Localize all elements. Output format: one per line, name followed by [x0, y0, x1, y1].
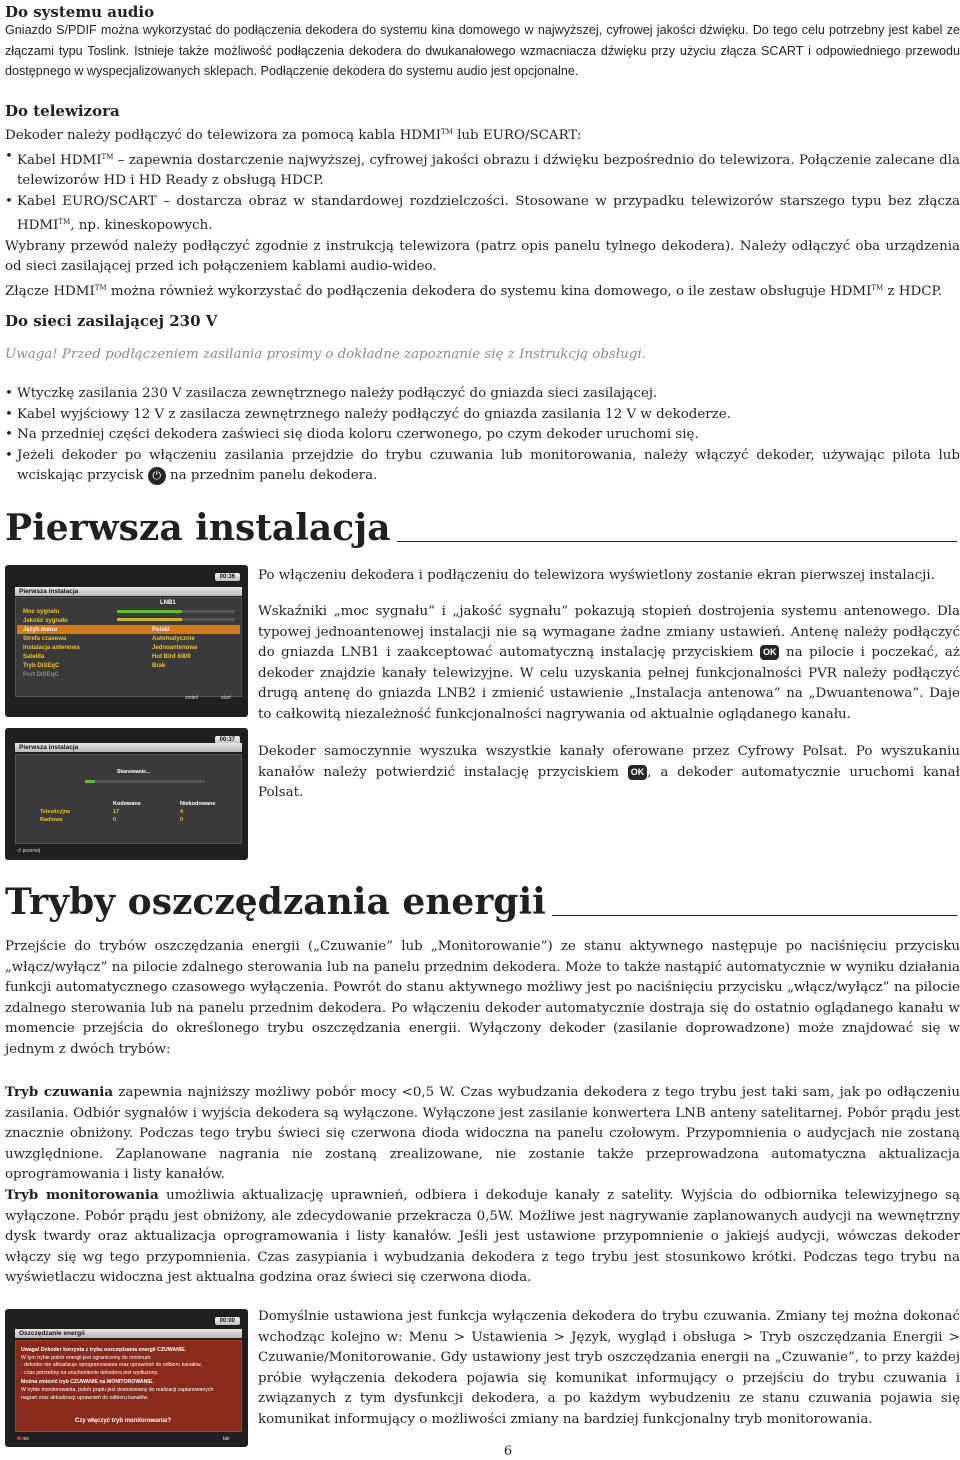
scan-progress-track: [85, 780, 205, 783]
tv-cable-list: [5, 147, 960, 237]
power-warning: Uwaga! Przed podłączeniem zasilania prosimy o dokładne zapoznanie się z Instrukcją obsługi.: [5, 347, 646, 362]
page-number: 6: [503, 1444, 513, 1459]
signal-strength-bar: [117, 610, 182, 613]
warning-message: [21, 1347, 239, 1402]
count-value: 0: [180, 817, 184, 823]
setting-label: Port DiSEqC: [23, 672, 59, 678]
title-rule: [397, 541, 957, 542]
monitor-label: Tryb monitorowania: [5, 1187, 159, 1203]
column-header: Niekodowane: [180, 801, 216, 807]
dialog-line: W trybie monitorowania, pobór prądu jest dostosowany do realizacji zaplanowanych: [21, 1386, 214, 1393]
setting-value[interactable]: Brak: [152, 663, 166, 669]
clock-display: 00:00: [215, 1317, 240, 1325]
ok-button-icon: OK: [628, 765, 648, 780]
list-item: • Kabel HDMI™ – zapewnia dostarczenie najwyższej, cyfrowej jakości obrazu i dźwięku bezpośrednio do telewizora. Połączenie zalecane dla telewizorów HD i HD Ready z obsługą HDCP.: [5, 147, 960, 192]
tv-intro: Dekoder należy podłączyć do telewizora za pomocą kabla HDMI™ lub EURO/SCART:: [5, 128, 582, 143]
dialog-line: - dekoder nie aktualizuje oprogramowania oraz uprawnień do odbioru kanałów,: [21, 1362, 202, 1369]
dialog-line: Uwaga! Dekoder korzysta z trybu oszczędzania energii CZUWANIE.: [21, 1347, 187, 1353]
setting-label[interactable]: Język menu: [23, 627, 58, 633]
power-button-icon: ⏻: [148, 467, 166, 485]
dialog-line: W tym trybie pobór energii jest ograniczony do minimum:: [21, 1354, 152, 1361]
screen-header: Oszczędzanie energii: [15, 1329, 242, 1338]
section-heading-audio: Do systemu audio: [5, 3, 155, 21]
yes-button[interactable]: tak: [223, 1436, 230, 1442]
tv-paragraph-2: Wybrany przewód należy podłączyć zgodnie z instrukcją telewizora (patrz opis panelu tylnego dekodera). Należy odłączyć oba urządzenia od sieci zasilającej przed ich połączeniem kablami audio-wideo.: [5, 238, 960, 274]
clock-display: 00:36: [215, 573, 240, 581]
list-item: • Wtyczkę zasilania 230 V zasilacza zewnętrznego należy podłączyć do gniazda sieci zasilającej.: [5, 384, 960, 405]
setting-value[interactable]: Jednoantenowa: [152, 645, 198, 651]
setting-label: Jakość sygnału: [23, 618, 68, 624]
power-steps-list: [5, 384, 960, 487]
install-title: Pierwsza instalacja: [5, 508, 957, 548]
title-rule: [552, 915, 957, 916]
standby-paragraph: Tryb czuwania zapewnia najniższy możliwy pobór mocy <0,5 W. Czas wybudzania dekodera z tego trybu jest taki sam, jak po odłączeniu zasilania. Odbiór sygnałów i wyjścia dekodera są wyłączone. Wyłączone jest zasilanie konwertera LNB anteny satelitarnej. Pobór prądu jest znacznie obniżony. Podczas tego trybu świeci się czerwona dioda widoczna na panelu czołowym. Przypomnienia o audycjach nie zostaną uwzględnione. Zaplanowane nagrania nie zostaną zrealizowane, nie zostanie także przeprowadzona automatyczna aktualizacja oprogramowania i listy kanałów.: [5, 1084, 960, 1182]
back-icon: ↺: [17, 848, 22, 854]
change-hint: zmień: [185, 695, 199, 701]
screen-header: Pierwsza instalacja: [15, 587, 242, 596]
standby-label: Tryb czuwania: [5, 1084, 114, 1100]
row-label: Radiowe: [40, 817, 63, 823]
scan-status: Skanowanie...: [117, 769, 151, 775]
row-label: Telewizyjne: [40, 809, 71, 815]
setting-value[interactable]: Polski: [152, 627, 170, 633]
abort-hint: ↺ przerwij: [17, 848, 40, 854]
start-hint: start: [221, 695, 231, 701]
signal-strength-track: [117, 610, 235, 613]
energy-paragraph-1: Przejście do trybów oszczędzania energii („Czuwanie” lub „Monitorowanie”) ze stanu aktywnego następuje po naciśnięciu przycisku „włącz/wyłącz” na pilocie zdalnego sterowania lub na panelu przednim dekodera. Może to także nastąpić automatycznie w wyniku działania funkcji automatycznego czasowego wyłączenia. Powrót do stanu aktywnego możliwy jest po naciśnięciu przycisku „włącz/wyłącz” na pilocie zdalnego sterowania lub na panelu przednim dekodera. Po włączeniu dekoder automatycznie dostraja się do ostatnio oglądanego kanału w momencie przejścia do określonego trybu oszczędzania energii. Wyłączony dekoder (zasilanie doprowadzone) może znajdować się w jednym z dwóch trybów:: [5, 939, 960, 1057]
dialog-question: Czy włączyć tryb monitorowania?: [75, 1418, 172, 1424]
lnb-label: LNB1: [160, 600, 176, 606]
setting-label[interactable]: Satelita: [23, 654, 45, 660]
tv-paragraph-3: Złącze HDMI™ można również wykorzystać do podłączenia dekodera do systemu kina domowego, o ile zestaw obsługuje HDMI™ z HDCP.: [5, 283, 943, 299]
scan-progress-bar: [85, 780, 95, 783]
setting-value[interactable]: Automatycznie: [152, 636, 195, 642]
install-paragraph-3: Dekoder samoczynnie wyszuka wszystkie kanały oferowane przez Cyfrowy Polsat. Po wyszukaniu kanałów należy potwierdzić instalację przyciskiem OK , a dekoder automatycznie uruchomi kanał Polsat.: [258, 744, 960, 800]
no-button[interactable]: nie: [17, 1436, 29, 1442]
section-heading-tv: Do telewizora: [5, 102, 120, 120]
setting-label[interactable]: Tryb DiSEqC: [23, 663, 60, 669]
channel-scan-screenshot: [5, 728, 248, 860]
list-item: • Jeżeli dekoder po włączeniu zasilania przejdzie do trybu czuwania lub monitorowania, należy włączyć dekoder, używając pilota lub wciskając przycisk ⏻ na przednim panelu dekodera.: [5, 446, 960, 487]
setting-label: Moc sygnału: [23, 609, 60, 615]
setting-label[interactable]: Instalacja antenowa: [23, 645, 80, 651]
signal-quality-bar: [117, 618, 182, 621]
list-item: • Kabel EURO/SCART – dostarcza obraz w standardowej rozdzielczości. Stosowane w przypadku telewizorów starszego typu bez złącza HDMI™, np. kineskopowych.: [5, 192, 960, 237]
red-key-icon: [17, 1436, 21, 1440]
clock-display: 00:37: [215, 736, 240, 744]
screen-header: Pierwsza instalacja: [15, 743, 242, 752]
ok-button-icon: OK: [760, 645, 780, 660]
dialog-line: nagrań oraz aktualizacji uprawnień do odbioru kanałów.: [21, 1394, 149, 1401]
energy-default-paragraph: Domyślnie ustawiona jest funkcja wyłączenia dekodera do trybu czuwania. Zmiany tej można dokonać wchodząc kolejno w: Menu > Ustawienia > Język, wygląd i obsługa > Tryb oszczędzania Energii > Czuwanie/Monitorowanie. Gdy ustawiony jest tryb oszczędzania energii na „Czuwanie”, to przy każdej próbie wyłączenia dekodera pojawia się komunikat informujący o przejściu do trybu czuwania i związanych z tym dysfunkcji dekodera, a po każdym wybudzeniu ze stanu czuwania pojawia się komunikat informujący o możliwości zmiany na bardziej funkcjonalny tryb monitorowania.: [258, 1309, 960, 1427]
column-header: Kodowane: [113, 801, 141, 807]
energy-saving-screenshot: [5, 1309, 248, 1447]
first-install-screenshot: [5, 565, 248, 717]
tv-section: [5, 122, 960, 302]
install-paragraph-1: Po włączeniu dekodera i podłączeniu do telewizora wyświetlony zostanie ekran pierwszej instalacji.: [258, 568, 935, 583]
list-item: • Na przedniej części dekodera zaświeci się dioda koloru czerwonego, po czym dekoder uruchomi się.: [5, 425, 960, 446]
count-value: 0: [113, 817, 117, 823]
dialog-line: - czas potrzebny na uruchomienie dekodera jest wydłużony.: [21, 1369, 159, 1376]
setting-label[interactable]: Strefa czasowa: [23, 636, 67, 642]
energy-title: Tryby oszczędzania energii: [5, 882, 957, 922]
list-item: • Kabel wyjściowy 12 V z zasilacza zewnętrznego należy podłączyć do gniazda zasilania 12 V w dekoderze.: [5, 405, 960, 426]
dialog-line: Można zmienić tryb CZUWANIE na MONITOROWANIE.: [21, 1379, 154, 1386]
count-value: 4: [180, 809, 184, 815]
monitor-paragraph: Tryb monitorowania umożliwia aktualizację uprawnień, odbiera i dekoduje kanały z satelity. Wyjścia do odbiornika telewizyjnego są wyłączone. Pobór prądu jest obniżony, ale zdecydowanie przekracza 0,5W. Możliwe jest nagrywanie zaplanowanych audycji na wewnętrzny dysk twardy oraz aktualizacja oprogramowania i listy kanałów. Jeśli jest ustawione przypomnienie o jakiejś audycji, wówczas dekoder włączy się wg tego przypomnienia. Czas zasypiania i wybudzania dekodera z tego trybu jest stosunkowo krótki. Podczas tego trybu na wyświetlaczu widoczna jest aktualna godzina oraz świeci się czerwona dioda.: [5, 1187, 960, 1285]
section-heading-power: Do sieci zasilającej 230 V: [5, 312, 218, 330]
setting-value[interactable]: Hot Bird 6/8/9: [152, 654, 191, 660]
audio-paragraph: Gniazdo S/PDIF można wykorzystać do podłączenia dekodera do systemu kina domowego w najwyższej, cyfrowej jakości dźwięku. Do tego celu potrzebny jest kabel ze złączami typu Toslink. Istnieje także możliwość podłączenia dekodera do dwukanałowego wzmacniacza dźwięku przy użyciu złącza SCART i odpowiedniego przewodu dostępnego w wyspecjalizowanych sklepach. Podłączenie dekodera do systemu audio jest opcjonalne.: [5, 23, 960, 78]
signal-quality-track: [117, 618, 235, 621]
count-value: 17: [113, 809, 120, 815]
install-paragraph-2: Wskaźniki „moc sygnału” i „jakość sygnału” pokazują stopień dostrojenia systemu antenowego. Dla typowej jednoantenowej instalacji nie są wymagane żadne zmiany ustawień. Antenę należy podłączyć do gniazda LNB1 i zaakceptować automatyczną instalację przyciskiem OK na pilocie i poczekać, aż dekoder znajdzie kanały telewizyjne. W celu uzyskania pełnej funkcjonalności PVR należy podłączyć drugą antenę do gniazda LNB2 i zmienić ustawienie „Instalacja antenowa” na „Dwuantenowa”. Daje to całkowitą niezależność funkcjonalności nagrywania od aktualnie oglądanego kanału.: [258, 604, 960, 722]
